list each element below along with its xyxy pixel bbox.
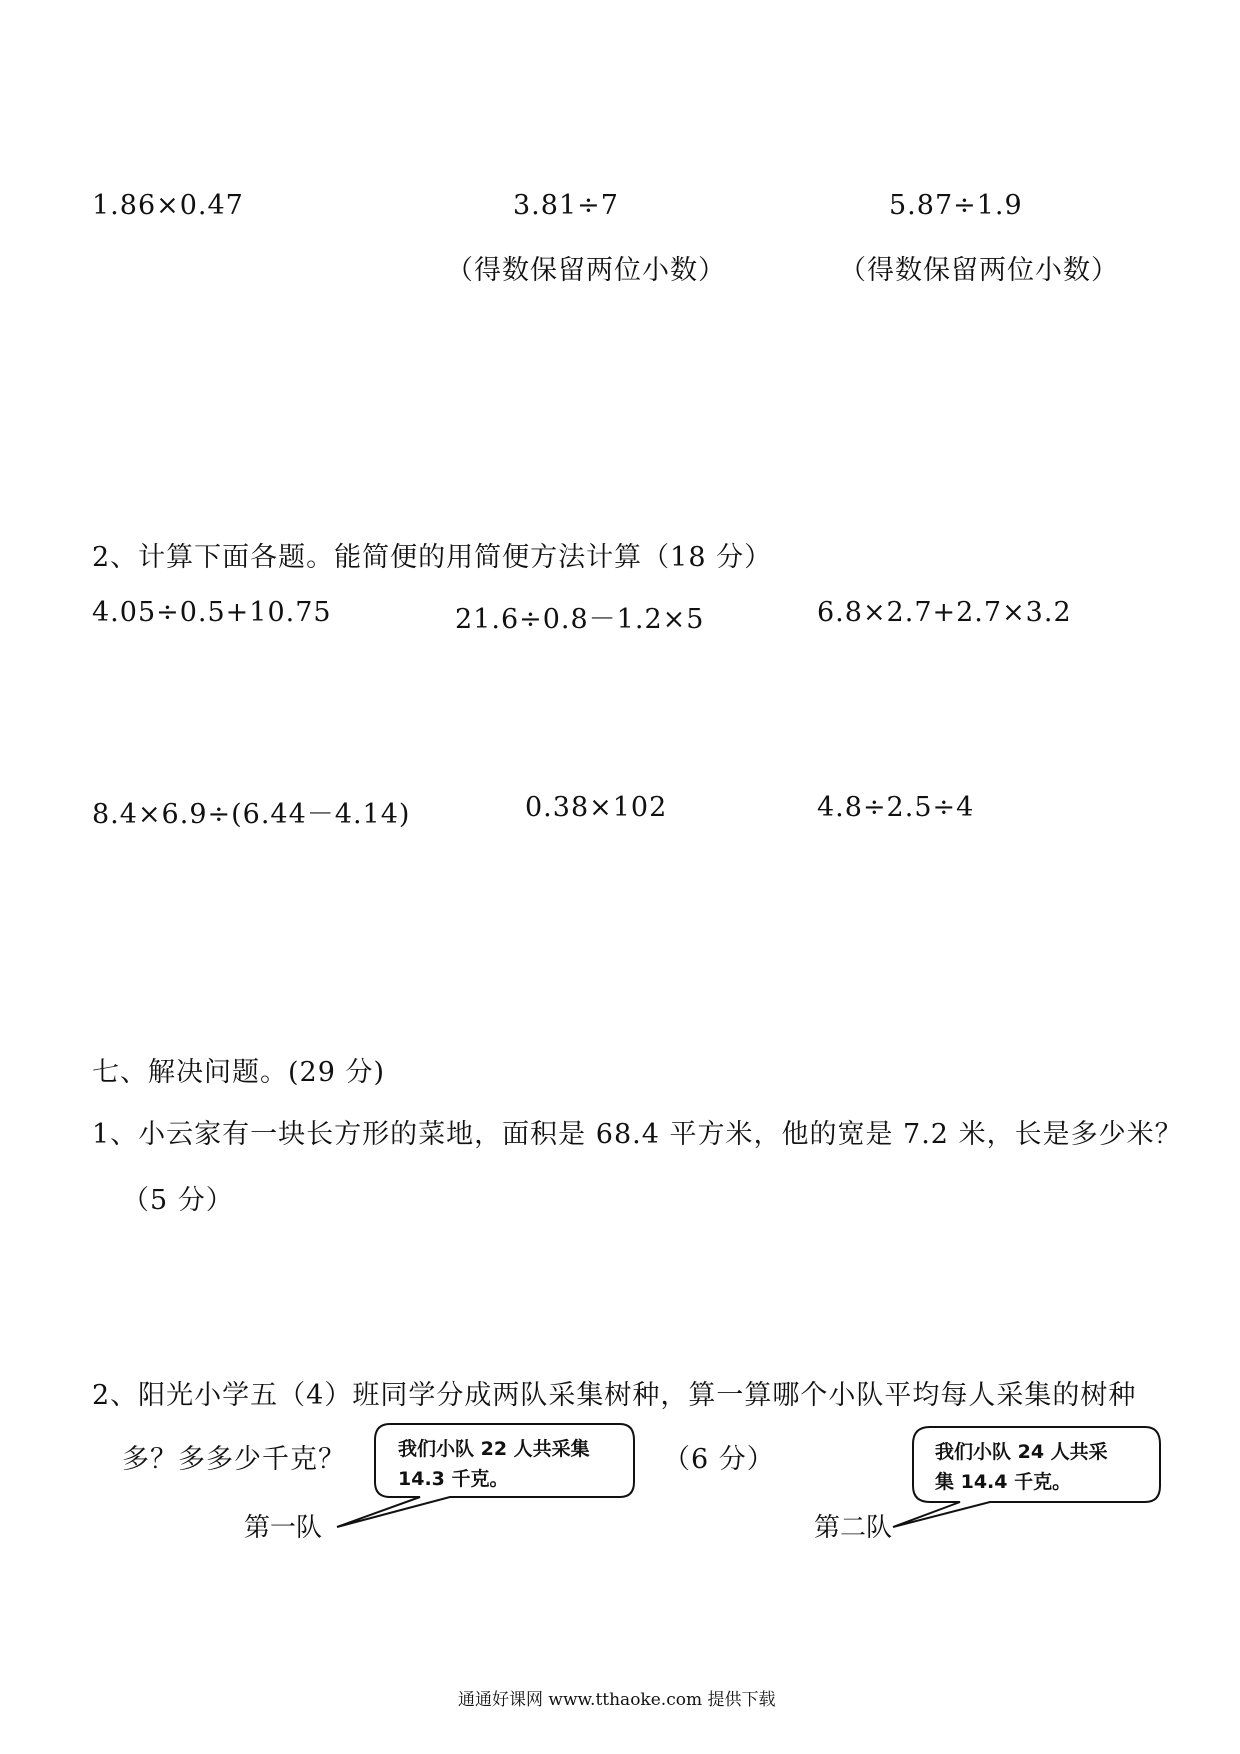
problem-1-1: 1.86×0.47 <box>92 190 244 221</box>
team1-label: 第一队 <box>244 1513 323 1543</box>
q2-line1: 2、阳光小学五（4）班同学分成两队采集树种，算一算哪个小队平均每人采集的树种 <box>92 1380 1137 1411</box>
team2-label: 第二队 <box>814 1513 893 1543</box>
problem-1-2: 3.81÷7 <box>513 190 619 221</box>
team1-bubble-line1: 我们小队 22 人共采集 <box>398 1438 590 1460</box>
problem-1-3: 5.87÷1.9 <box>889 190 1023 221</box>
q1-score: （5 分） <box>122 1185 234 1216</box>
problem-2-1: 4.05÷0.5+10.75 <box>92 597 332 628</box>
rounding-note-1: （得数保留两位小数） <box>446 255 726 286</box>
problem-2-3: 6.8×2.7+2.7×3.2 <box>817 597 1072 628</box>
footer-credit: 通通好课网 www.tthaoke.com 提供下载 <box>458 1690 776 1710</box>
q2-score: （6 分） <box>663 1444 775 1475</box>
problem-2-6: 4.8÷2.5÷4 <box>817 792 975 823</box>
team1-bubble-line2: 14.3 千克。 <box>398 1468 509 1490</box>
rounding-note-2: （得数保留两位小数） <box>839 255 1119 286</box>
team2-bubble-line2: 集 14.4 千克。 <box>935 1471 1072 1493</box>
problem-2-4: 8.4×6.9÷(6.44－4.14) <box>92 799 411 830</box>
q1-line1: 1、小云家有一块长方形的菜地，面积是 68.4 平方米，他的宽是 7.2 米，长是多少米？ <box>92 1119 1183 1150</box>
q2-line2: 多？多多少千克？ <box>122 1444 346 1475</box>
section-2-heading: 2、计算下面各题。能简便的用简便方法计算（18 分） <box>92 542 773 573</box>
section-7-heading: 七、解决问题。(29 分) <box>92 1057 386 1088</box>
problem-2-5: 0.38×102 <box>525 792 668 823</box>
team2-bubble-line1: 我们小队 24 人共采 <box>935 1441 1108 1463</box>
problem-2-2: 21.6÷0.8－1.2×5 <box>455 604 705 635</box>
